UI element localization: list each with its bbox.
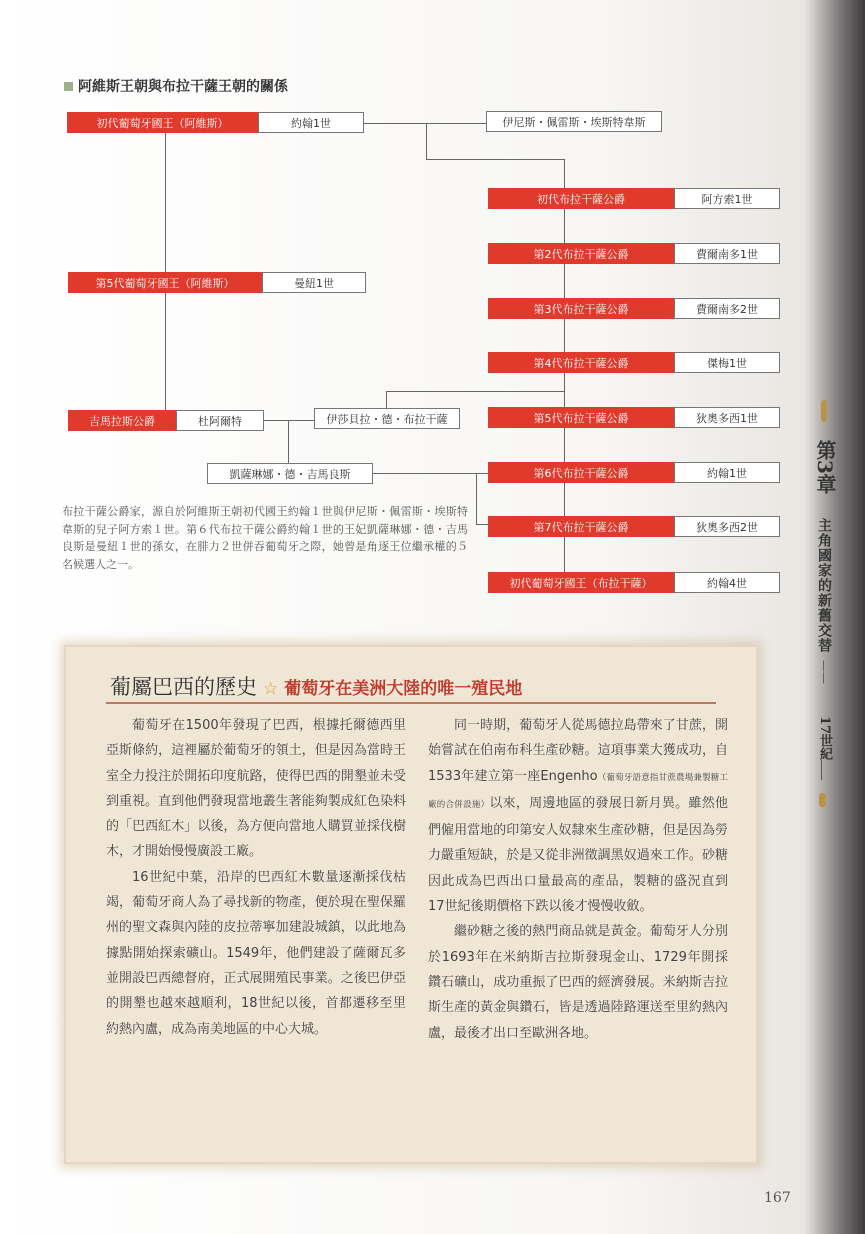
- guimaraes-duke-name: 杜阿爾特: [176, 410, 264, 431]
- braganza-duke-2-title: 第2代布拉干薩公爵: [488, 243, 674, 264]
- braganza-duke-5-title: 第5代布拉干薩公爵: [488, 407, 674, 428]
- right-paragraph-1-end: 以來，周邊地區的發展日新月異。雖然他們僱用當地的印第安人奴隸來生產砂糖，但是因為勞力嚴重短缺，於是又從非洲徵調黑奴過來工作。砂糖因此成為巴西出口量最高的產品，製糖的盛況直到17世紀後期價格下跌以後才慢慢收斂。: [428, 795, 728, 915]
- braganza-duke-2-name: 費爾南多1世: [674, 243, 780, 264]
- braganza-duke-4-name: 傑梅1世: [674, 352, 780, 373]
- braganza-duke-4-title: 第4代布拉干薩公爵: [488, 352, 674, 373]
- braganza-duke-1-name: 阿方索1世: [674, 188, 780, 209]
- engenho-note: （葡萄牙語意指甘蔗農場兼製糖工廠的合併設施）: [428, 772, 728, 810]
- chapter-century: 17世紀: [817, 716, 832, 761]
- chapter-number: 第3章: [813, 440, 837, 494]
- left-paragraph-1: 葡萄牙在1500年發現了巴西，根據托爾德西里亞斯條約，這裡屬於葡萄牙的領土，但是因為當時王室全力投注於開拓印度航路，使得巴西的開墾並未受到重視。直到他們發現當地叢生著能夠製成紅色染料的「巴西紅木」以後，為方便向當地人購買並採伐樹木，才開始慢慢廣設工廠。: [106, 718, 406, 860]
- king-manuel-i-title: 第5代葡萄牙國王（阿維斯）: [68, 272, 262, 293]
- catarina-box: 凱薩琳娜・德・吉馬良斯: [207, 463, 373, 484]
- star-icon: ☆: [263, 679, 279, 699]
- braganza-duke-5-name: 狄奧多西1世: [674, 407, 780, 428]
- chapter-ornament-icon: [821, 400, 827, 422]
- braganza-duke-1-title: 初代布拉干薩公爵: [488, 188, 674, 209]
- column-header: [110, 671, 522, 701]
- column-subtitle: 葡萄牙在美洲大陸的唯一殖民地: [284, 679, 523, 699]
- guimaraes-duke-title: 吉馬拉斯公爵: [68, 410, 176, 431]
- braganza-duke-3-title: 第3代布拉干薩公爵: [488, 298, 674, 319]
- king-joao-iv-title: 初代葡萄牙國王（布拉干薩）: [488, 572, 674, 593]
- braganza-duke-3-name: 費爾南多2世: [674, 298, 780, 319]
- section-heading: [64, 76, 288, 96]
- chapter-ornament-bottom-icon: [819, 793, 826, 807]
- chapter-rule: [821, 760, 822, 780]
- king-joao-iv-name: 約翰4世: [674, 572, 780, 593]
- section-title: 阿維斯王朝與布拉干薩王朝的關係: [78, 79, 288, 95]
- page-number: 167: [764, 1190, 791, 1206]
- braganza-duke-7-name: 狄奧多西2世: [674, 516, 780, 537]
- right-paragraph-1: [428, 713, 728, 919]
- braganza-duke-6-title: 第6代布拉干薩公爵: [488, 462, 674, 483]
- right-paragraph-1-start: 同一時期，葡萄牙人從馬德拉島帶來了甘蔗，開始嘗試在伯南布科生產砂糖。這項事業大獲成功，自1533年建立第一座Engenho: [428, 718, 728, 784]
- isabel-box: 伊莎貝拉・德・布拉干薩: [314, 408, 460, 429]
- column-title: 葡屬巴西的歷史: [110, 675, 257, 699]
- bullet-square-icon: [64, 82, 73, 91]
- left-paragraph-2: 16世紀中葉，沿岸的巴西紅木數量逐漸採伐枯竭，葡萄牙商人為了尋找新的物產，便於現在聖保羅州的聖文森與內陸的皮拉蒂寧加建設城鎮，以此地為據點開始探索礦山。1549年，他們建設了薩爾瓦多並開設巴西總督府，正式展開殖民事業。之後巴伊亞的開墾也越來越順利，18世紀以後，首都遷移至里約熱內盧，成為南美地區的中心大城。: [106, 869, 406, 1037]
- king-manuel-i-name: 曼紐1世: [262, 272, 366, 293]
- ines-box: 伊尼斯・佩雷斯・埃斯特韋斯: [486, 111, 662, 132]
- right-paragraph-2: 繼砂糖之後的熱門商品就是黃金。葡萄牙人分別於1693年在米納斯吉拉斯發現金山、1729年開採鑽石礦山，成功重振了巴西的經濟發展。米納斯吉拉斯生產的黃金與鑽石，皆是透過陸路運送至里約熱內盧，最後才出口至歐洲各地。: [428, 924, 728, 1041]
- braganza-duke-6-name: 約翰1世: [674, 462, 780, 483]
- column-right-text: [428, 713, 728, 1046]
- history-column-box: [64, 645, 758, 1164]
- braganza-duke-7-title: 第7代布拉干薩公爵: [488, 516, 674, 537]
- column-left-text: [106, 713, 406, 1042]
- king-joao-i-title: 初代葡萄牙國王（阿維斯）: [67, 112, 258, 133]
- chapter-title: 主角國家的新舊交替: [816, 518, 832, 653]
- king-joao-i-name: 約翰1世: [258, 112, 364, 133]
- chapter-dash: ——: [817, 660, 831, 684]
- column-rule: [106, 702, 716, 704]
- tree-caption: 布拉干薩公爵家，源自於阿維斯王朝初代國王約翰１世與伊尼斯・佩雷斯・埃斯特韋斯的兒子阿方索１世。第６代布拉干薩公爵約翰１世的王妃凱薩琳娜・德・吉馬良斯是曼紐１世的孫女，在腓力２世併吞葡萄牙之際，她曾是角逐王位繼承權的５名候選人之一。: [62, 505, 468, 571]
